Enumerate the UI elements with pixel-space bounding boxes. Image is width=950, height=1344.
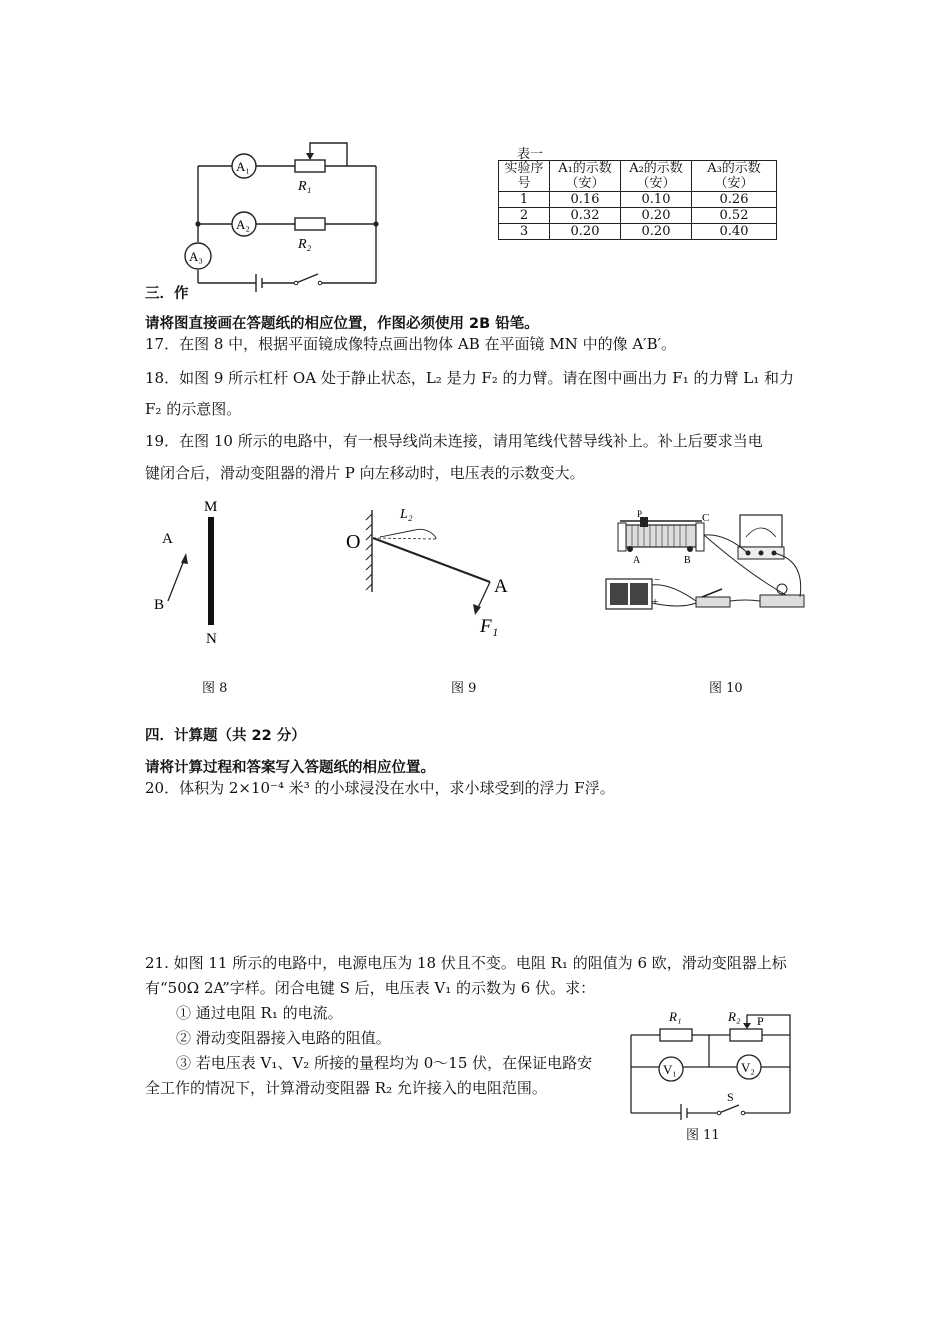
fig10-label-c: C [702, 512, 710, 524]
question-18-line2: F₂ 的示意图。 [145, 400, 242, 418]
table-cell: 2 [499, 208, 550, 224]
ammeter-a2-label: A₂ [236, 217, 250, 232]
fig8-label-a: A [162, 531, 173, 547]
fig9-label-a: A [494, 576, 508, 597]
table-cell: 0.26 [692, 192, 777, 208]
table-cell: 0.20 [621, 208, 692, 224]
header-cell: A₁的示数（安） [550, 161, 621, 192]
question-21-line1: 21. 如图 11 所示的电路中，电源电压为 18 伏且不变。电阻 R₁ 的阻值为 6 欧，滑动变阻器上标 [145, 954, 787, 972]
table-row [499, 192, 777, 208]
question-21-sub2: ② 滑动变阻器接入电路的阻值。 [176, 1029, 391, 1047]
fig10-label-minus: − [654, 574, 661, 586]
table-cell: 0.10 [621, 192, 692, 208]
table-cell: 0.52 [692, 208, 777, 224]
figure-10-circuit-photo [600, 505, 815, 625]
fig9-label-f1: F₁ [480, 616, 499, 637]
table-row [499, 208, 777, 224]
figure-8-mirror [150, 495, 240, 655]
question-21-line2: 有“50Ω 2A”字样。闭合电键 S 后，电压表 V₁ 的示数为 6 伏。求： [145, 979, 596, 997]
fig9-label-l2: L₂ [400, 507, 413, 522]
question-18-line1: 18．如图 9 所示杠杆 OA 处于静止状态，L₂ 是力 F₂ 的力臂。请在图中画出力 F₁ 的力臂 L₁ 和力 [145, 369, 795, 387]
fig9-label-o: O [346, 531, 361, 553]
fig11-label-v1: V₁ [663, 1062, 677, 1077]
fig8-label-b: B [154, 597, 165, 613]
figure-11-circuit [625, 1005, 800, 1120]
question-19-line2: 键闭合后，滑动变阻器的滑片 P 向左移动时，电压表的示数变大。 [145, 464, 585, 482]
header-cell: A₂的示数（安） [621, 161, 692, 192]
section4-instruction: 请将计算过程和答案写入答题纸的相应位置。 [145, 760, 435, 776]
question-21-sub3-line2: 全工作的情况下，计算滑动变阻器 R₂ 允许接入的电阻范围。 [145, 1079, 547, 1097]
ammeter-a3-label: A₃ [189, 249, 203, 264]
fig11-label-s: S [727, 1090, 734, 1104]
question-17: 17．在图 8 中，根据平面镜成像特点画出物体 AB 在平面镜 MN 中的像 A′B′。 [145, 335, 677, 353]
data-table [498, 160, 777, 240]
table-cell: 3 [499, 224, 550, 240]
header-cell: A₃的示数（安） [692, 161, 777, 192]
question-20: 20．体积为 2×10⁻⁴ 米³ 的小球浸没在水中，求小球受到的浮力 F浮。 [145, 779, 615, 797]
fig11-label-p: P [757, 1014, 764, 1028]
fig10-label-p: P [637, 509, 643, 519]
table-cell: 0.20 [621, 224, 692, 240]
table-header-row [499, 161, 777, 192]
circuit-diagram-top [180, 138, 395, 298]
table-cell: 0.40 [692, 224, 777, 240]
section3-heading: 三．作 [145, 286, 189, 302]
figure-8-caption: 图 8 [202, 681, 228, 696]
resistor-r2-label: R₂ [298, 237, 312, 252]
table-cell: 0.20 [550, 224, 621, 240]
figure-10-caption: 图 10 [709, 681, 743, 696]
table-row [499, 224, 777, 240]
fig11-label-r2: R₂ [728, 1009, 741, 1024]
section4-heading: 四．计算题（共 22 分） [145, 728, 306, 744]
table-cell: 0.32 [550, 208, 621, 224]
table-cell: 0.16 [550, 192, 621, 208]
fig8-label-m: M [204, 499, 218, 515]
resistor-r1-label: R₁ [298, 179, 312, 194]
fig10-label-plus: + [652, 596, 659, 608]
question-21-sub1: ① 通过电阻 R₁ 的电流。 [176, 1004, 343, 1022]
fig11-label-v2: V₂ [741, 1060, 755, 1075]
section3-instruction: 请将图直接画在答题纸的相应位置，作图必须使用 2B 铅笔。 [145, 316, 539, 332]
table1-caption: 表一 [517, 147, 544, 162]
figure-11-caption: 图 11 [686, 1128, 720, 1143]
figure-9-lever [340, 500, 520, 645]
fig11-label-r1: R₁ [669, 1009, 682, 1024]
question-19-line1: 19．在图 10 所示的电路中，有一根导线尚未连接，请用笔线代替导线补上。补上后要求当电 [145, 432, 763, 450]
ammeter-a1-label: A₁ [236, 159, 250, 174]
figure-9-caption: 图 9 [451, 681, 477, 696]
header-cell: 实验序号 [499, 161, 550, 192]
question-21-sub3-line1: ③ 若电压表 V₁、V₂ 所接的量程均为 0～15 伏，在保证电路安 [176, 1054, 593, 1072]
fig8-label-n: N [206, 631, 217, 647]
fig10-label-a: A [633, 555, 641, 566]
table-cell: 1 [499, 192, 550, 208]
fig10-label-b: B [684, 555, 691, 566]
